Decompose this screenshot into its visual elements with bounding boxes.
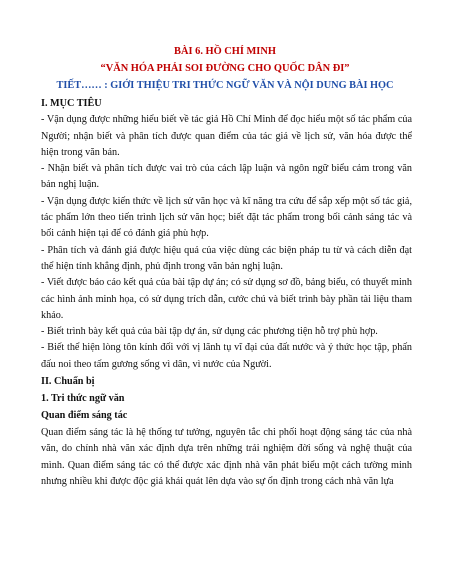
document-body xyxy=(41,96,412,490)
section-heading-preparation: II. Chuẩn bị xyxy=(41,376,95,388)
subsection-heading-knowledge: 1. Tri thức ngữ văn xyxy=(41,393,125,405)
section-heading-objectives: I. MỤC TIÊU xyxy=(41,98,102,109)
objective-item: - Vận dụng được những hiểu biết về tác giả Hồ Chí Minh để đọc hiểu một số tác phẩm của Người; nhận biết và phân tích được quan điểm của tác giả về lịch sử, văn hóa được thể hiện trong văn bản. xyxy=(41,114,412,158)
lesson-subtitle: “VĂN HÓA PHẢI SOI ĐƯỜNG CHO QUỐC DÂN ĐI” xyxy=(100,63,350,74)
objective-item: - Biết trình bày kết quả của bài tập dự án, sử dụng các phương tiện hỗ trợ phù hợp. xyxy=(41,326,378,338)
objective-item: - Phân tích và đánh giá được hiệu quả của việc dùng các biện pháp tu từ và cách diễn đạt thể hiện tính khẳng định, phủ định trong văn bản nghị luận. xyxy=(41,244,412,272)
objective-item: - Viết được báo cáo kết quả của bài tập dự án; có sử dụng sơ đồ, bảng biểu, có thuyết minh các hình ảnh minh họa, có sử dụng trích dẫn, cước chú và biết trình bày phần tài liệu tham khảo. xyxy=(41,277,412,321)
lesson-period-heading: TIẾT…… : GIỚI THIỆU TRI THỨC NGỮ VĂN VÀ NỘI DUNG BÀI HỌC xyxy=(56,80,394,91)
subsection-heading-viewpoint: Quan điểm sáng tác xyxy=(41,410,128,422)
objective-item: - Nhận biết và phân tích được vai trò của cách lập luận và ngôn ngữ biểu cảm trong văn bản nghị luận. xyxy=(41,163,412,191)
document-header xyxy=(0,0,450,93)
lesson-title: BÀI 6. HỒ CHÍ MINH xyxy=(174,46,276,57)
body-paragraph: Quan điểm sáng tác là hệ thống tư tưởng, nguyên tắc chi phối hoạt động sáng tác của nhà văn, do chính nhà văn xác định dựa trên những trải nghiệm đời sống và nghệ thuật của mình. Quan điểm sáng tác có thể được xác định nhà văn phát biểu một cách tường minh nhưng nhiều khi được độc giả khái quát lên dựa vào sự ổn định trong cách nhà văn lựa xyxy=(41,427,412,487)
objective-item: - Vận dụng được kiến thức về lịch sử văn học và kĩ năng tra cứu để sắp xếp một số tác giả, tác phẩm lớn theo tiến trình lịch sử văn học; biết đặt tác phẩm trong bối cảnh sáng tác và bối cảnh hiện tại để có đánh giá phù hợp. xyxy=(41,195,412,240)
objective-item: - Biết thể hiện lòng tôn kính đối với vị lãnh tụ vĩ đại của đất nước và ý thức học tập, phấn đấu noi theo tấm gương sống vì dân, vì nước của Người. xyxy=(41,342,412,370)
